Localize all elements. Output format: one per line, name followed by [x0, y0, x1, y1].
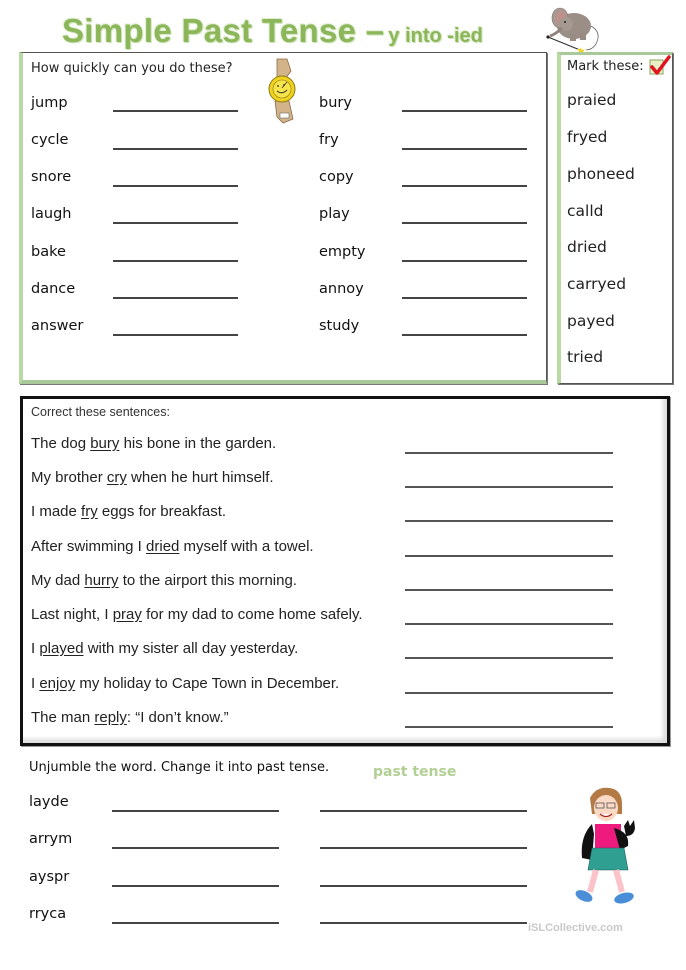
- practice-word: bake: [31, 244, 66, 260]
- answer-line[interactable]: [402, 297, 527, 299]
- sentence: I enjoy my holiday to Cape Town in December.: [31, 675, 340, 692]
- answer-line[interactable]: [113, 297, 238, 299]
- answer-line[interactable]: [113, 185, 238, 187]
- unjumble-answer-line[interactable]: [112, 847, 279, 849]
- sentence-target-word: bury: [90, 435, 120, 452]
- past-tense-answer-line[interactable]: [320, 810, 527, 812]
- practice-word: bury: [319, 95, 352, 111]
- sentence-target-word: dried: [146, 538, 180, 555]
- mark-word[interactable]: payed: [567, 312, 615, 330]
- jumbled-word: rryca: [29, 906, 67, 922]
- past-tense-answer-line[interactable]: [320, 885, 527, 887]
- sentence: My dad hurry to the airport this morning.: [31, 572, 297, 589]
- answer-line[interactable]: [402, 260, 527, 262]
- unjumble-answer-line[interactable]: [112, 810, 279, 812]
- watermark: iSLCollective.com: [528, 922, 623, 934]
- mark-word[interactable]: calld: [567, 202, 604, 220]
- unjumble-answer-line[interactable]: [112, 922, 279, 924]
- practice-word: annoy: [319, 281, 364, 297]
- answer-line[interactable]: [402, 148, 527, 150]
- jumbled-word: ayspr: [29, 869, 70, 885]
- sentence: I played with my sister all day yesterday.: [31, 640, 299, 657]
- elephant-icon: [536, 4, 606, 54]
- answer-line[interactable]: [113, 260, 238, 262]
- sentence-target-word: hurry: [84, 572, 119, 589]
- mark-word[interactable]: dried: [567, 238, 607, 256]
- sentence-target-word: fry: [81, 503, 98, 520]
- sentence: I made fry eggs for breakfast.: [31, 503, 227, 520]
- answer-line[interactable]: [402, 110, 527, 112]
- past-tense-label: past tense: [373, 764, 457, 780]
- jumbled-word: arrym: [29, 831, 73, 847]
- unjumble-heading: Unjumble the word. Change it into past tense.: [29, 760, 330, 775]
- answer-line[interactable]: [405, 692, 613, 694]
- mark-word[interactable]: praied: [567, 91, 617, 109]
- practice-heading: How quickly can you do these?: [31, 61, 233, 76]
- answer-line[interactable]: [405, 452, 613, 454]
- sentence-target-word: played: [39, 640, 84, 657]
- answer-line[interactable]: [405, 555, 613, 557]
- answer-line[interactable]: [405, 657, 613, 659]
- practice-word: answer: [31, 318, 84, 334]
- practice-word: study: [319, 318, 360, 334]
- practice-word: empty: [319, 244, 366, 260]
- sentence: Last night, I pray for my dad to come home safely.: [31, 606, 363, 623]
- practice-word: laugh: [31, 206, 72, 222]
- correct-sentences-heading: Correct these sentences:: [31, 405, 170, 419]
- practice-word: fry: [319, 132, 339, 148]
- practice-word: jump: [31, 95, 68, 111]
- sentence: My brother cry when he hurt himself.: [31, 469, 274, 486]
- answer-line[interactable]: [402, 222, 527, 224]
- watch-icon: [263, 57, 303, 127]
- practice-word: copy: [319, 169, 354, 185]
- answer-line[interactable]: [405, 520, 613, 522]
- past-tense-answer-line[interactable]: [320, 847, 527, 849]
- answer-line[interactable]: [405, 726, 613, 728]
- sentence: After swimming I dried myself with a towel.: [31, 538, 314, 555]
- answer-line[interactable]: [405, 589, 613, 591]
- title-main: Simple Past Tense –: [62, 12, 385, 49]
- worksheet-title: [62, 12, 483, 52]
- answer-line[interactable]: [113, 222, 238, 224]
- mark-word[interactable]: fryed: [567, 128, 608, 146]
- sentence: The man reply: “I don’t know.”: [31, 709, 229, 726]
- answer-line[interactable]: [405, 486, 613, 488]
- mark-these-box: [557, 52, 673, 384]
- answer-line[interactable]: [113, 110, 238, 112]
- girl-with-cat-icon: [562, 784, 652, 910]
- answer-line[interactable]: [402, 334, 527, 336]
- answer-line[interactable]: [402, 185, 527, 187]
- sentence-target-word: enjoy: [39, 675, 76, 692]
- practice-word: snore: [31, 169, 72, 185]
- jumbled-word: layde: [29, 794, 69, 810]
- practice-box: [19, 52, 547, 384]
- sentence: The dog bury his bone in the garden.: [31, 435, 277, 452]
- practice-word: cycle: [31, 132, 69, 148]
- past-tense-answer-line[interactable]: [320, 922, 527, 924]
- practice-word: play: [319, 206, 350, 222]
- mark-word[interactable]: tried: [567, 348, 604, 366]
- checkmark-icon: [649, 55, 671, 77]
- unjumble-answer-line[interactable]: [112, 885, 279, 887]
- sentence-target-word: reply: [94, 709, 127, 726]
- answer-line[interactable]: [113, 148, 238, 150]
- practice-word: dance: [31, 281, 76, 297]
- mark-word[interactable]: carryed: [567, 275, 627, 293]
- correct-sentences-box: [20, 396, 670, 746]
- answer-line[interactable]: [405, 623, 613, 625]
- mark-these-heading: Mark these:: [567, 59, 644, 74]
- title-sub: y into -ied: [388, 25, 483, 47]
- sentence-target-word: pray: [112, 606, 142, 623]
- mark-word[interactable]: phoneed: [567, 165, 635, 183]
- answer-line[interactable]: [113, 334, 238, 336]
- sentence-target-word: cry: [106, 469, 127, 486]
